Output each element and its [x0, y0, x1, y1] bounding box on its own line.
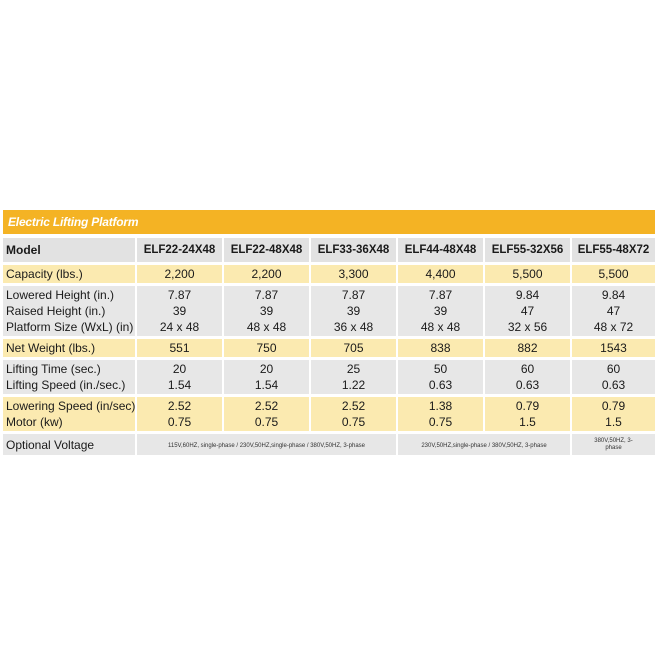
table-cell: 750 [224, 339, 309, 357]
table-cell: 20 [137, 360, 222, 377]
table-row [3, 414, 655, 431]
table-cell: 60 [485, 360, 570, 377]
table-cell: 2.52 [137, 397, 222, 414]
table-cell: 39 [224, 303, 309, 319]
model-name: ELF55-32X56 [485, 238, 570, 262]
table-cell: 2,200 [224, 265, 309, 283]
row-label: Lifting Time (sec.) [3, 360, 135, 377]
table-cell: 7.87 [311, 286, 396, 303]
table-row [3, 319, 655, 336]
table-row [3, 360, 655, 377]
model-name: ELF44-48X48 [398, 238, 483, 262]
table-row [3, 339, 655, 357]
table-cell: 0.75 [311, 414, 396, 431]
table-row [3, 377, 655, 394]
table-cell: 5,500 [572, 265, 655, 283]
table-cell: 39 [398, 303, 483, 319]
header-row [3, 238, 655, 262]
table-row [3, 286, 655, 303]
table-cell: 3,300 [311, 265, 396, 283]
table-cell: 838 [398, 339, 483, 357]
voltage-options-c [572, 434, 655, 455]
table-row [3, 434, 655, 455]
table-cell: 0.63 [485, 377, 570, 394]
model-name: ELF55-48X72 [572, 238, 655, 262]
row-label: Capacity (lbs.) [3, 265, 135, 283]
table-cell: 2.52 [224, 397, 309, 414]
table-cell: 1.22 [311, 377, 396, 394]
model-name: ELF33-36X48 [311, 238, 396, 262]
row-label: Lowered Height (in.) [3, 286, 135, 303]
table-row [3, 303, 655, 319]
row-label: Lowering Speed (in/sec) [3, 397, 135, 414]
table-cell: 50 [398, 360, 483, 377]
voltage-text: 115V,60HZ, single-phase / 230V,50HZ,single-phase / 380V,50HZ, 3-phase [167, 443, 366, 449]
table-cell: 60 [572, 360, 655, 377]
table-cell: 7.87 [224, 286, 309, 303]
table-cell: 25 [311, 360, 396, 377]
table-cell: 1.5 [572, 414, 655, 431]
table-cell: 0.75 [398, 414, 483, 431]
model-name: ELF22-24X48 [137, 238, 222, 262]
table-cell: 39 [311, 303, 396, 319]
table-cell: 1.54 [137, 377, 222, 394]
table-cell: 9.84 [485, 286, 570, 303]
table-cell: 7.87 [137, 286, 222, 303]
table-cell: 705 [311, 339, 396, 357]
table-cell: 0.79 [572, 397, 655, 414]
row-label: Net Weight (lbs.) [3, 339, 135, 357]
spec-sheet [3, 210, 655, 455]
table-cell: 0.79 [485, 397, 570, 414]
table-cell: 5,500 [485, 265, 570, 283]
voltage-text: 380V,50HZ, 3-phase [594, 438, 633, 452]
row-label: Motor (kw) [3, 414, 135, 431]
spec-table [1, 238, 657, 455]
table-cell: 48 x 72 [572, 319, 655, 336]
voltage-text: 230V,50HZ,single-phase / 380V,50HZ, 3-phase [421, 443, 547, 449]
voltage-options-a [137, 434, 396, 455]
table-cell: 48 x 48 [224, 319, 309, 336]
row-label: Raised Height (in.) [3, 303, 135, 319]
table-cell: 0.63 [398, 377, 483, 394]
table-cell: 48 x 48 [398, 319, 483, 336]
table-cell: 7.87 [398, 286, 483, 303]
table-cell: 32 x 56 [485, 319, 570, 336]
table-cell: 551 [137, 339, 222, 357]
row-label: Optional Voltage [3, 434, 135, 455]
table-cell: 47 [572, 303, 655, 319]
table-cell: 1.38 [398, 397, 483, 414]
table-cell: 24 x 48 [137, 319, 222, 336]
table-cell: 2.52 [311, 397, 396, 414]
header-label: Model [3, 238, 135, 262]
table-cell: 39 [137, 303, 222, 319]
model-name: ELF22-48X48 [224, 238, 309, 262]
table-cell: 20 [224, 360, 309, 377]
table-cell: 0.75 [224, 414, 309, 431]
table-cell: 0.75 [137, 414, 222, 431]
table-cell: 4,400 [398, 265, 483, 283]
voltage-options-b [398, 434, 570, 455]
table-row [3, 397, 655, 414]
table-cell: 1543 [572, 339, 655, 357]
table-cell: 47 [485, 303, 570, 319]
table-row [3, 265, 655, 283]
table-title: Electric Lifting Platform [3, 210, 655, 234]
table-cell: 1.5 [485, 414, 570, 431]
table-cell: 882 [485, 339, 570, 357]
table-cell: 0.63 [572, 377, 655, 394]
row-label: Platform Size (WxL) (in) [3, 319, 135, 336]
row-label: Lifting Speed (in./sec.) [3, 377, 135, 394]
table-cell: 1.54 [224, 377, 309, 394]
table-cell: 36 x 48 [311, 319, 396, 336]
table-cell: 9.84 [572, 286, 655, 303]
table-cell: 2,200 [137, 265, 222, 283]
